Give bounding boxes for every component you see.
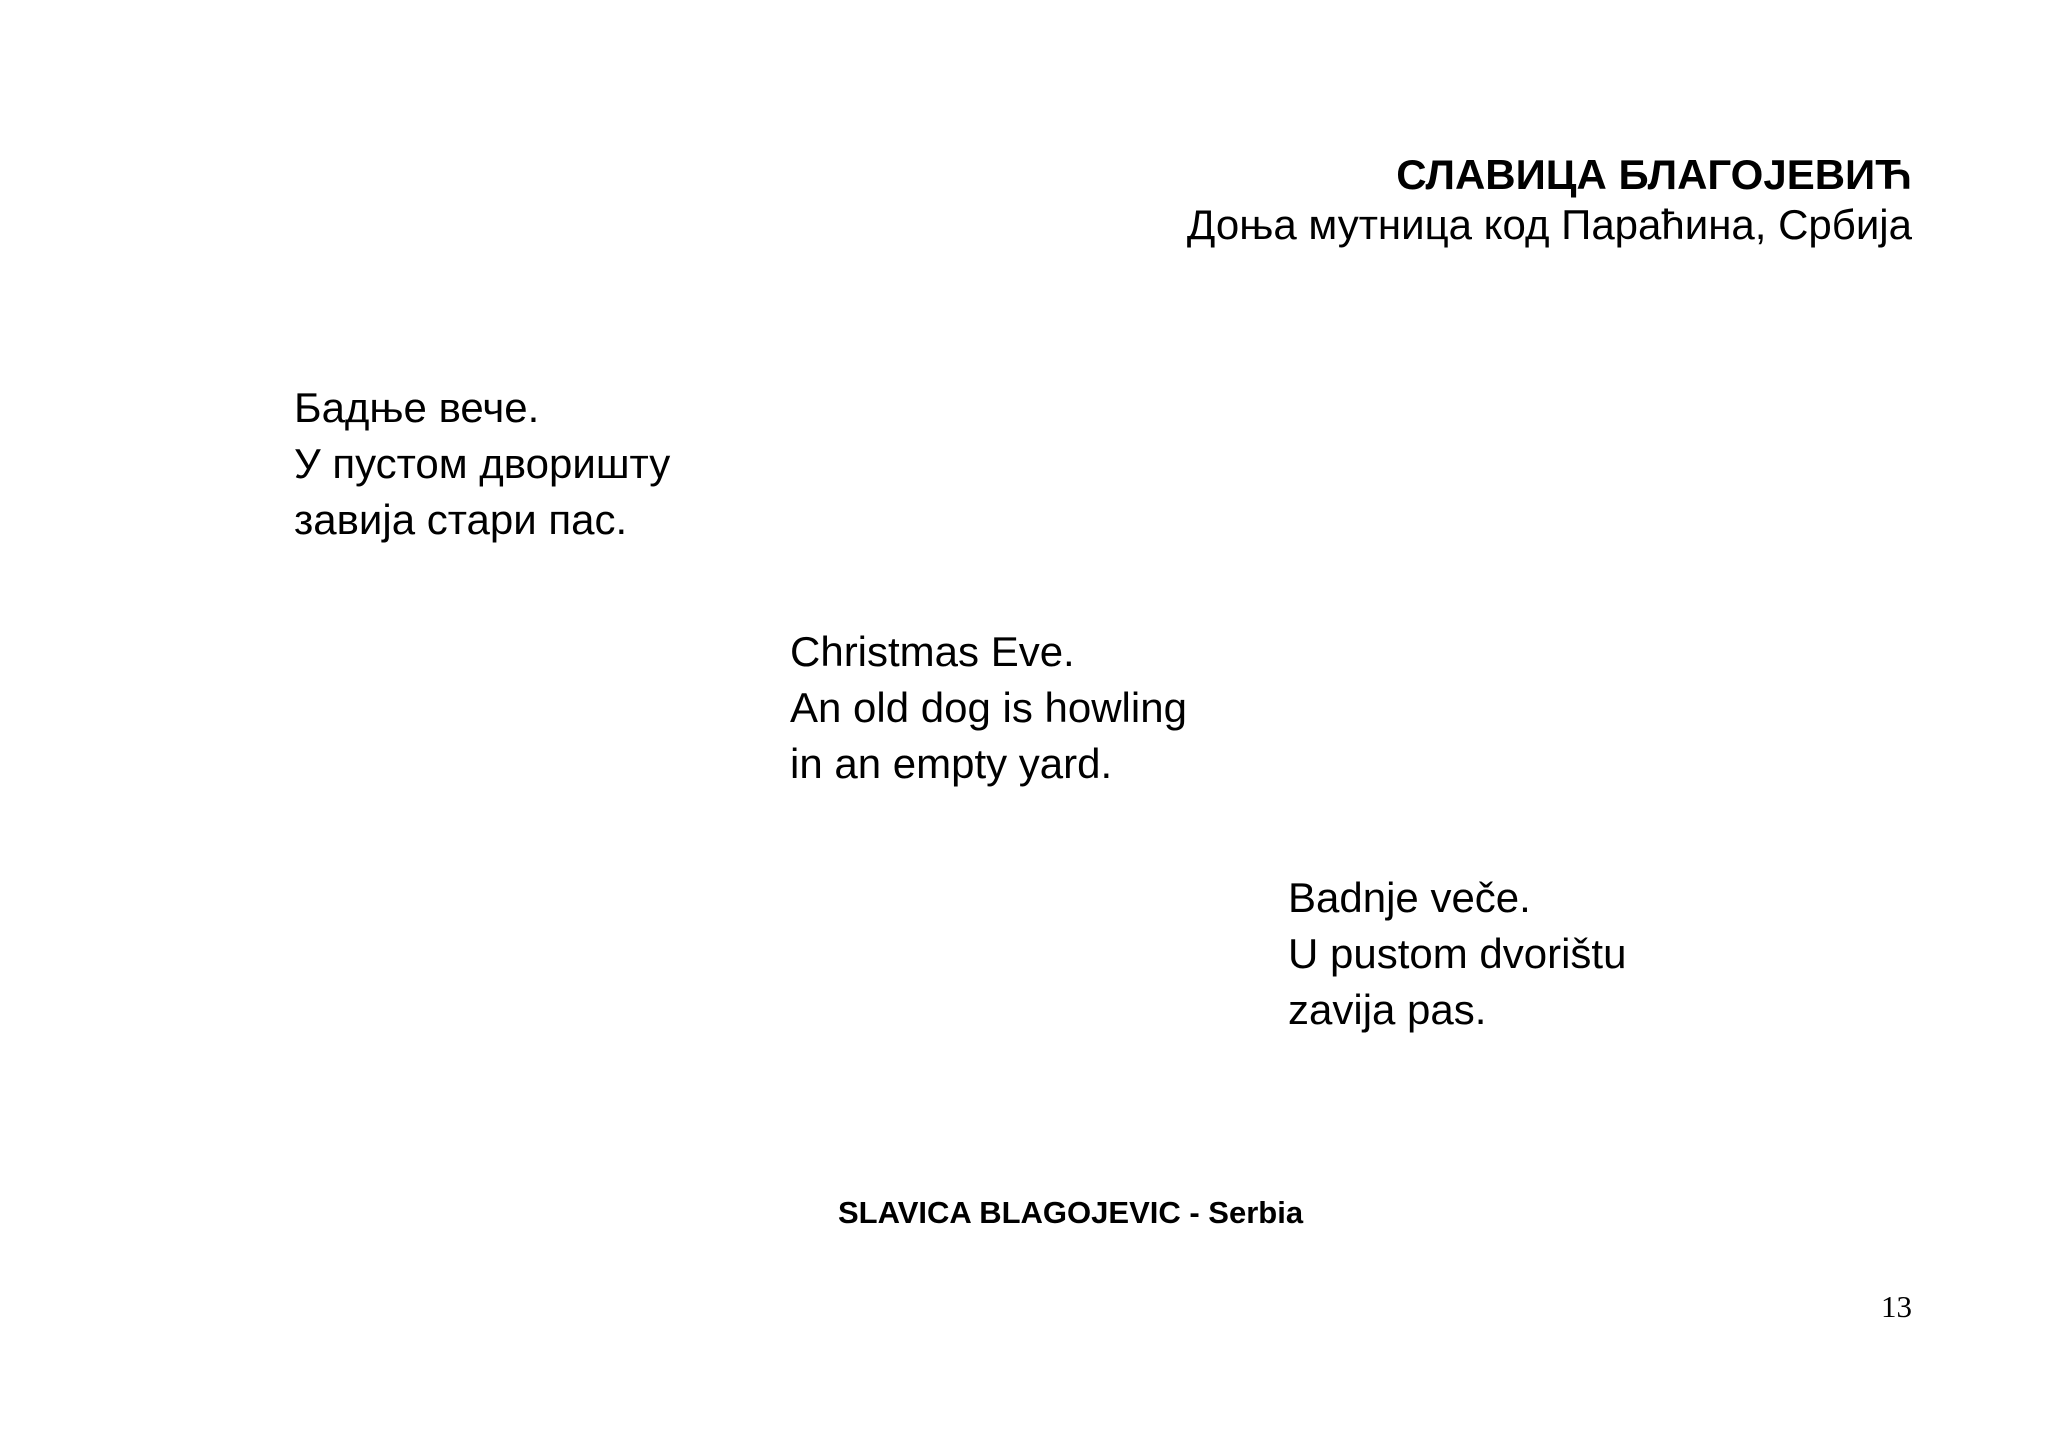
poem-line: Badnje veče.	[1288, 874, 1531, 921]
author-location: Доња мутница код Параћина, Србија	[1186, 201, 1912, 248]
author-credit-footer: SLAVICA BLAGOJEVIC - Serbia	[838, 1195, 1304, 1230]
poem-serbian-latin	[1288, 870, 1626, 1038]
poem-english	[790, 624, 1187, 792]
poem-line: U pustom dvorištu	[1288, 930, 1627, 977]
page-number: 13	[1881, 1289, 1912, 1324]
poem-line: zavija pas.	[1288, 986, 1487, 1033]
author-header	[1187, 150, 1912, 250]
poem-line: У пустом дворишту	[294, 440, 671, 487]
poem-line: Бадње вече.	[294, 384, 540, 431]
poem-serbian-cyrillic	[294, 380, 670, 548]
poem-line: in an empty yard.	[790, 740, 1113, 787]
poem-line: An old dog is howling	[790, 684, 1187, 731]
poem-line: завија стари пас.	[294, 496, 628, 543]
poem-line: Christmas Eve.	[790, 628, 1075, 675]
author-name-cyrillic: СЛАВИЦА БЛАГОЈЕВИЋ	[1396, 151, 1912, 198]
